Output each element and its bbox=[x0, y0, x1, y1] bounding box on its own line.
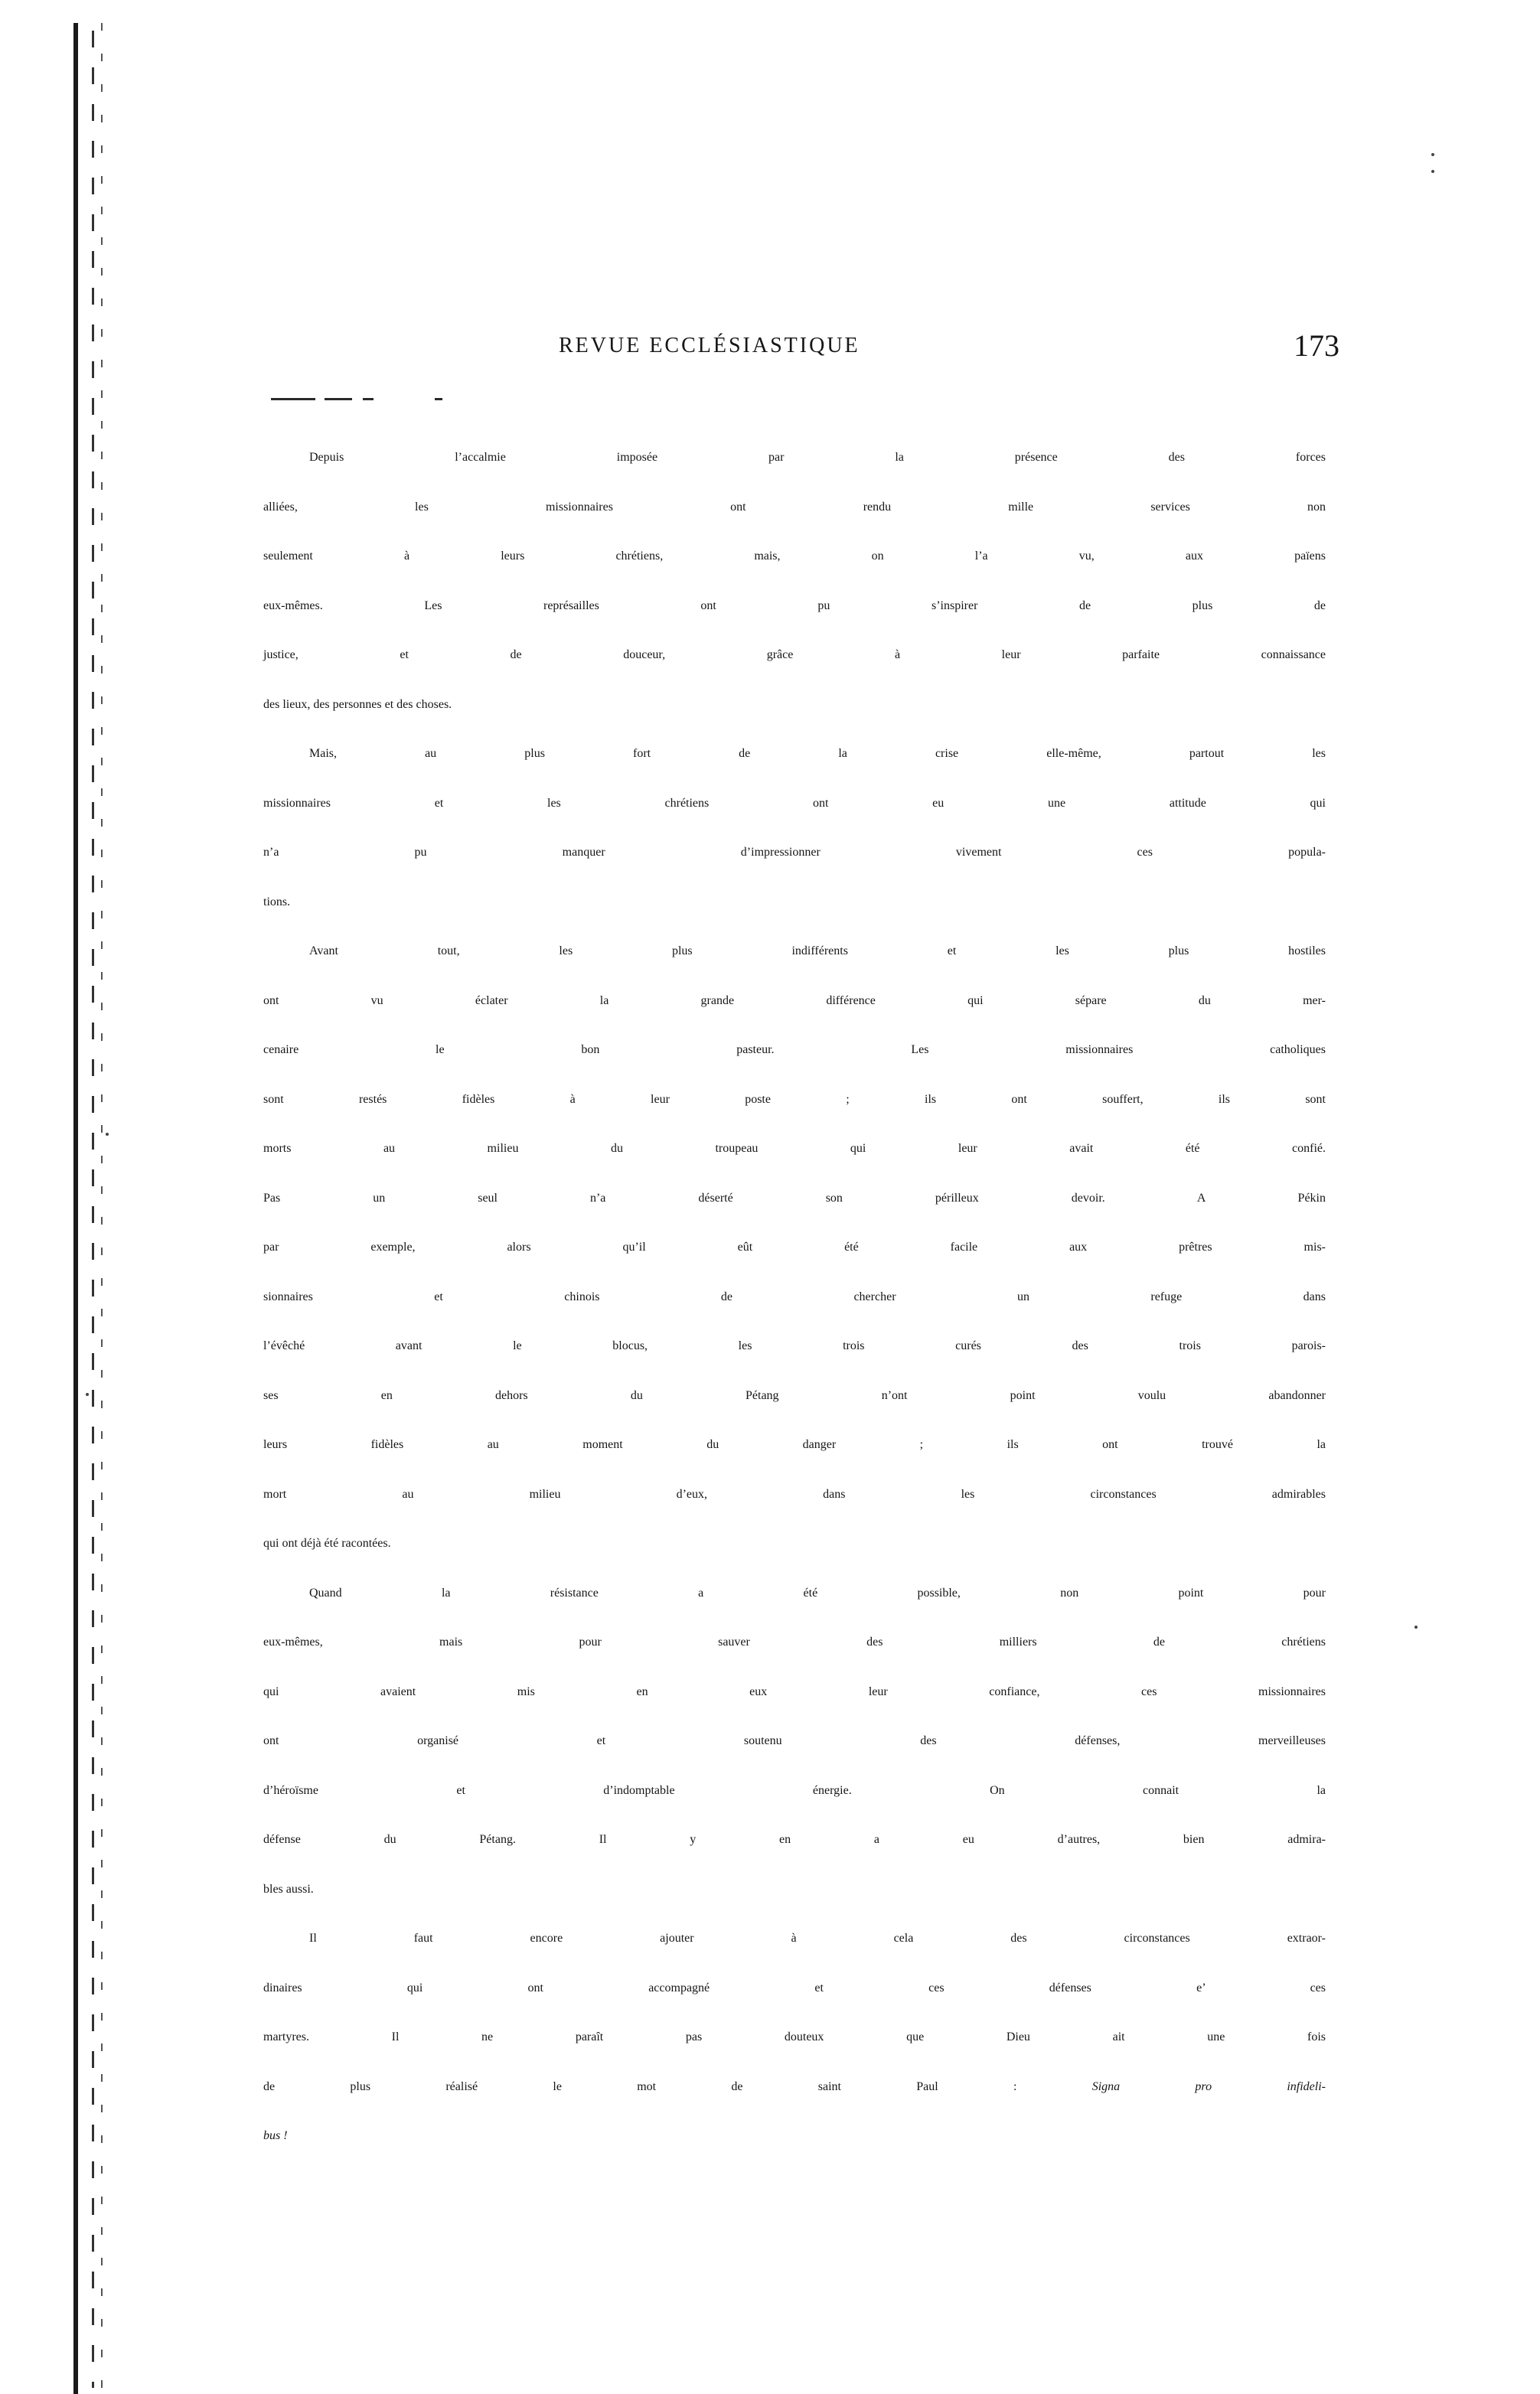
text-line-content: de plus réalisé le mot de saint Paul : bbox=[263, 2079, 1017, 2093]
text-line bbox=[263, 1569, 1326, 1619]
text-line bbox=[263, 1124, 1326, 1174]
scan-speck bbox=[86, 1393, 89, 1396]
text-line bbox=[263, 1865, 1326, 1915]
text-line-content: eux-mêmes, mais pour sauver des milliers de chrétiens bbox=[263, 1636, 1326, 1649]
text-line bbox=[263, 828, 1326, 878]
text-line bbox=[263, 1371, 1326, 1421]
text-line bbox=[263, 1273, 1326, 1323]
scan-speck bbox=[1431, 170, 1434, 173]
running-head: REVUE ECCLÉSIASTIQUE bbox=[559, 334, 860, 357]
text-line-content: qui avaient mis en eux leur confiance, ces missionnaires bbox=[263, 1685, 1326, 1698]
binding-edge-dots bbox=[101, 23, 103, 2388]
scan-speck bbox=[106, 1133, 109, 1136]
text-line bbox=[263, 1766, 1326, 1816]
header-rule bbox=[363, 398, 374, 400]
text-line bbox=[263, 483, 1326, 533]
text-line bbox=[263, 1420, 1326, 1470]
text-line-content: Mais, au plus fort de la crise elle-même, partout les bbox=[309, 747, 1326, 760]
text-line-content: cenaire le bon pasteur. Les missionnaires catholiques bbox=[263, 1043, 1326, 1056]
text-line bbox=[263, 1815, 1326, 1865]
text-line-content: Il faut encore ajouter à cela des circonstances extraor- bbox=[309, 1932, 1326, 1945]
italic-quote: Signa pro infideli- bbox=[1091, 2079, 1326, 2093]
header-rule bbox=[435, 398, 442, 400]
text-line bbox=[263, 779, 1326, 829]
text-line bbox=[263, 1717, 1326, 1766]
header-rule bbox=[325, 398, 352, 400]
text-line-content: eux-mêmes. Les représailles ont pu s’inspirer de plus de bbox=[263, 598, 1326, 612]
text-line-content: missionnaires et les chrétiens ont eu une attitude qui bbox=[263, 796, 1326, 810]
text-line-content: martyres. Il ne paraît pas douteux que Dieu ait une fois bbox=[263, 2030, 1326, 2043]
text-line-content: ont vu éclater la grande différence qui sépare du mer- bbox=[263, 993, 1326, 1007]
page-number: 173 bbox=[1294, 328, 1339, 363]
text-line-content: sont restés fidèles à leur poste ; ils ont souffert, ils sont bbox=[263, 1092, 1326, 1106]
text-line-content: justice, et de douceur, grâce à leur parfaite connaissance bbox=[263, 648, 1326, 661]
text-line-content: Depuis l’accalmie imposée par la présence des forces bbox=[309, 451, 1326, 464]
text-line bbox=[263, 2013, 1326, 2063]
text-line bbox=[263, 680, 1326, 730]
text-line bbox=[263, 1668, 1326, 1717]
text-line-content: sionnaires et chinois de chercher un refuge dans bbox=[263, 1290, 1326, 1303]
text-line-content: seulement à leurs chrétiens, mais, on l’a vu, aux païens bbox=[263, 550, 1326, 563]
text-line-content: ont organisé et soutenu des défenses, merveilleuses bbox=[263, 1734, 1326, 1747]
text-line bbox=[263, 1223, 1326, 1273]
text-line-content: Avant tout, les plus indifférents et les plus hostiles bbox=[309, 944, 1326, 957]
italic-quote: bus ! bbox=[263, 2129, 288, 2142]
binding-edge bbox=[73, 23, 78, 2394]
text-line bbox=[263, 977, 1326, 1026]
text-line-content: ses en dehors du Pétang n’ont point voulu abandonner bbox=[263, 1388, 1326, 1402]
text-line-content: Pas un seul n’a déserté son périlleux devoir. A Pékin bbox=[263, 1191, 1326, 1205]
text-line-content: qui ont déjà été racontées. bbox=[263, 1537, 391, 1550]
text-line bbox=[263, 1174, 1326, 1224]
text-line-content: mort au milieu d’eux, dans les circonstances admirables bbox=[263, 1487, 1326, 1501]
text-line bbox=[263, 1026, 1326, 1075]
text-line bbox=[263, 1914, 1326, 1964]
scan-speck bbox=[1414, 1626, 1418, 1629]
text-line-content: alliées, les missionnaires ont rendu mille services non bbox=[263, 500, 1326, 514]
text-line-content: tions. bbox=[263, 895, 291, 908]
text-line bbox=[263, 1964, 1326, 2014]
text-line-content: bles aussi. bbox=[263, 1882, 314, 1896]
text-line-content: par exemple, alors qu’il eût été facile aux prêtres mis- bbox=[263, 1241, 1326, 1254]
binding-edge-dashes bbox=[92, 31, 94, 2388]
text-line bbox=[263, 1618, 1326, 1668]
text-line-content: dinaires qui ont accompagné et ces défenses e’ ces bbox=[263, 1981, 1326, 1994]
text-line bbox=[263, 1470, 1326, 1520]
text-line-content: Quand la résistance a été possible, non point pour bbox=[309, 1586, 1326, 1600]
text-line bbox=[263, 631, 1326, 680]
text-line bbox=[263, 1519, 1326, 1569]
text-line-content: n’a pu manquer d’impressionner vivement ces popula- bbox=[263, 846, 1326, 859]
text-line bbox=[263, 878, 1326, 928]
text-line-content: morts au milieu du troupeau qui leur avait été confié. bbox=[263, 1142, 1326, 1155]
text-line bbox=[263, 2112, 1326, 2161]
text-line bbox=[263, 729, 1326, 779]
text-line-content: l’évêché avant le blocus, les trois curés des trois parois- bbox=[263, 1339, 1326, 1352]
article-body bbox=[263, 433, 1326, 2161]
text-line-content: des lieux, des personnes et des choses. bbox=[263, 697, 452, 711]
text-line-content: d’héroïsme et d’indomptable énergie. On connait la bbox=[263, 1783, 1326, 1797]
text-line bbox=[263, 2063, 1326, 2112]
text-line bbox=[263, 532, 1326, 582]
text-line bbox=[263, 927, 1326, 977]
text-line bbox=[263, 582, 1326, 631]
header-rule bbox=[271, 398, 315, 400]
text-line-content: leurs fidèles au moment du danger ; ils ont trouvé la bbox=[263, 1438, 1326, 1451]
scan-speck bbox=[1431, 153, 1434, 156]
text-line bbox=[263, 1322, 1326, 1371]
page-header bbox=[559, 328, 1339, 373]
text-line bbox=[263, 433, 1326, 483]
text-line bbox=[263, 1075, 1326, 1125]
text-line-content: défense du Pétang. Il y en a eu d’autres, bien admira- bbox=[263, 1833, 1326, 1846]
